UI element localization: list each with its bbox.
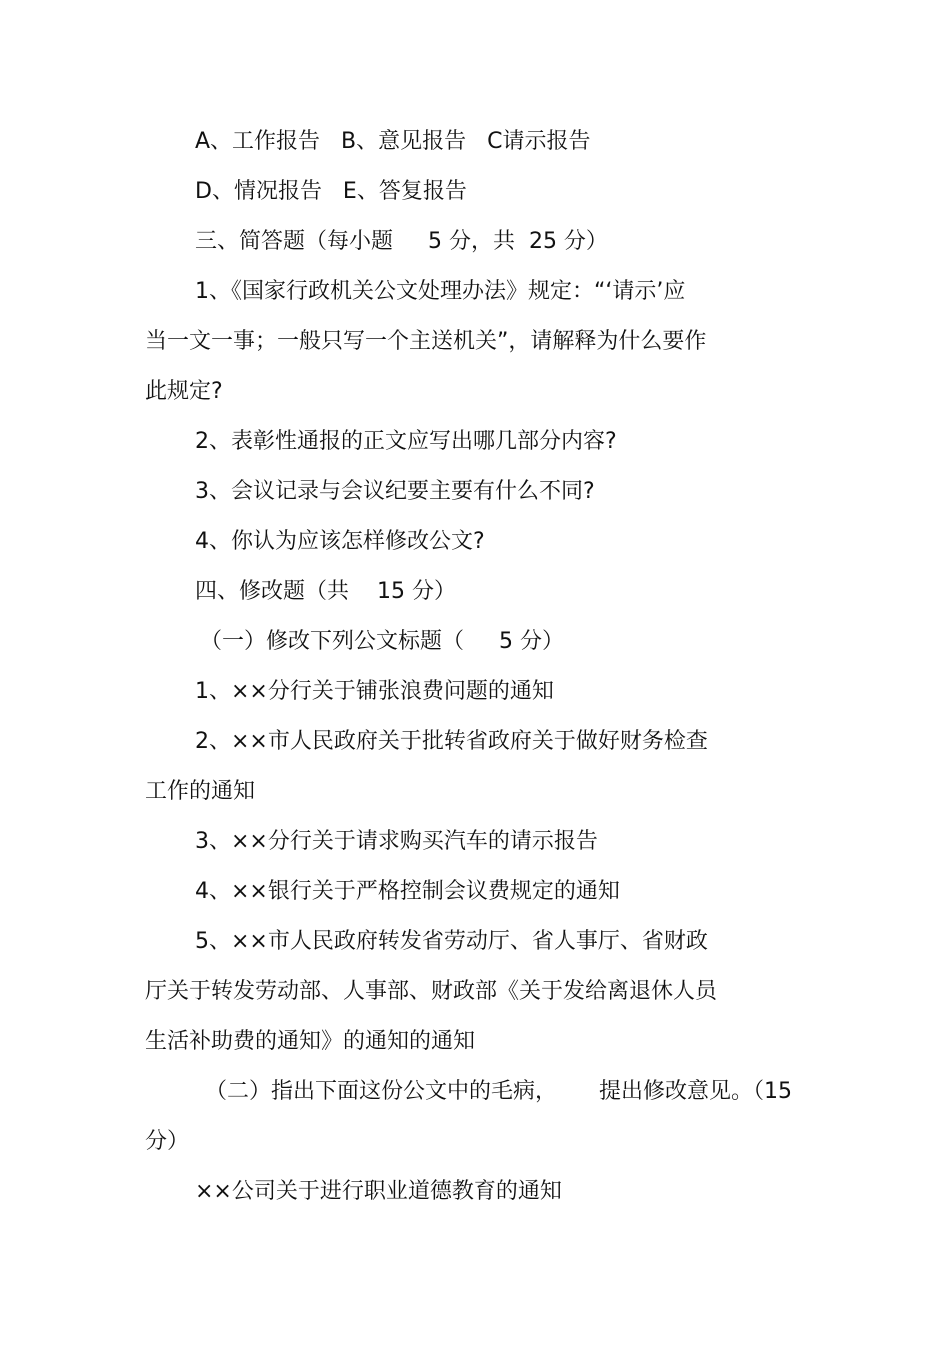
section-heading-revision: 四、修改题（共 15 分） bbox=[195, 579, 456, 604]
question-1-line-2: 当一文一事；一般只写一个主送机关”，请解释为什么要作 bbox=[145, 329, 707, 354]
choice-options-row-2: D、情况报告 E、答复报告 bbox=[195, 179, 467, 204]
question-1-line-3: 此规定? bbox=[145, 379, 223, 404]
question-1-line-1: 1、《国家行政机关公文处理办法》规定：“‘请示’应 bbox=[195, 279, 686, 304]
subsection-heading-1: （一）修改下列公文标题（ 5 分） bbox=[200, 629, 564, 654]
title-item-5-line-2: 厅关于转发劳动部、人事部、财政部《关于发给离退休人员 bbox=[145, 979, 718, 1004]
choice-options-row-1: A、工作报告 B、意见报告 C请示报告 bbox=[195, 129, 591, 154]
title-item-2-line-2: 工作的通知 bbox=[145, 779, 256, 804]
title-item-4: 4、××银行关于严格控制会议费规定的通知 bbox=[195, 879, 620, 904]
question-3: 3、会议记录与会议纪要主要有什么不同? bbox=[195, 479, 595, 504]
title-item-2-line-1: 2、××市人民政府关于批转省政府关于做好财务检查 bbox=[195, 729, 708, 754]
subsection-heading-2-line-1: （二）指出下面这份公文中的毛病， 提出修改意见。（15 bbox=[205, 1079, 792, 1104]
title-item-3: 3、××分行关于请求购买汽车的请示报告 bbox=[195, 829, 598, 854]
question-2: 2、表彰性通报的正文应写出哪几部分内容? bbox=[195, 429, 617, 454]
document-title: ××公司关于进行职业道德教育的通知 bbox=[195, 1179, 562, 1204]
title-item-1: 1、××分行关于铺张浪费问题的通知 bbox=[195, 679, 554, 704]
subsection-heading-2-line-2: 分） bbox=[145, 1129, 190, 1154]
question-4: 4、你认为应该怎样修改公文? bbox=[195, 529, 485, 554]
title-item-5-line-3: 生活补助费的通知》的通知的通知 bbox=[145, 1029, 476, 1054]
section-heading-short-answer: 三、简答题（每小题 5 分，共 25 分） bbox=[195, 229, 608, 254]
title-item-5-line-1: 5、××市人民政府转发省劳动厅、省人事厅、省财政 bbox=[195, 929, 708, 954]
